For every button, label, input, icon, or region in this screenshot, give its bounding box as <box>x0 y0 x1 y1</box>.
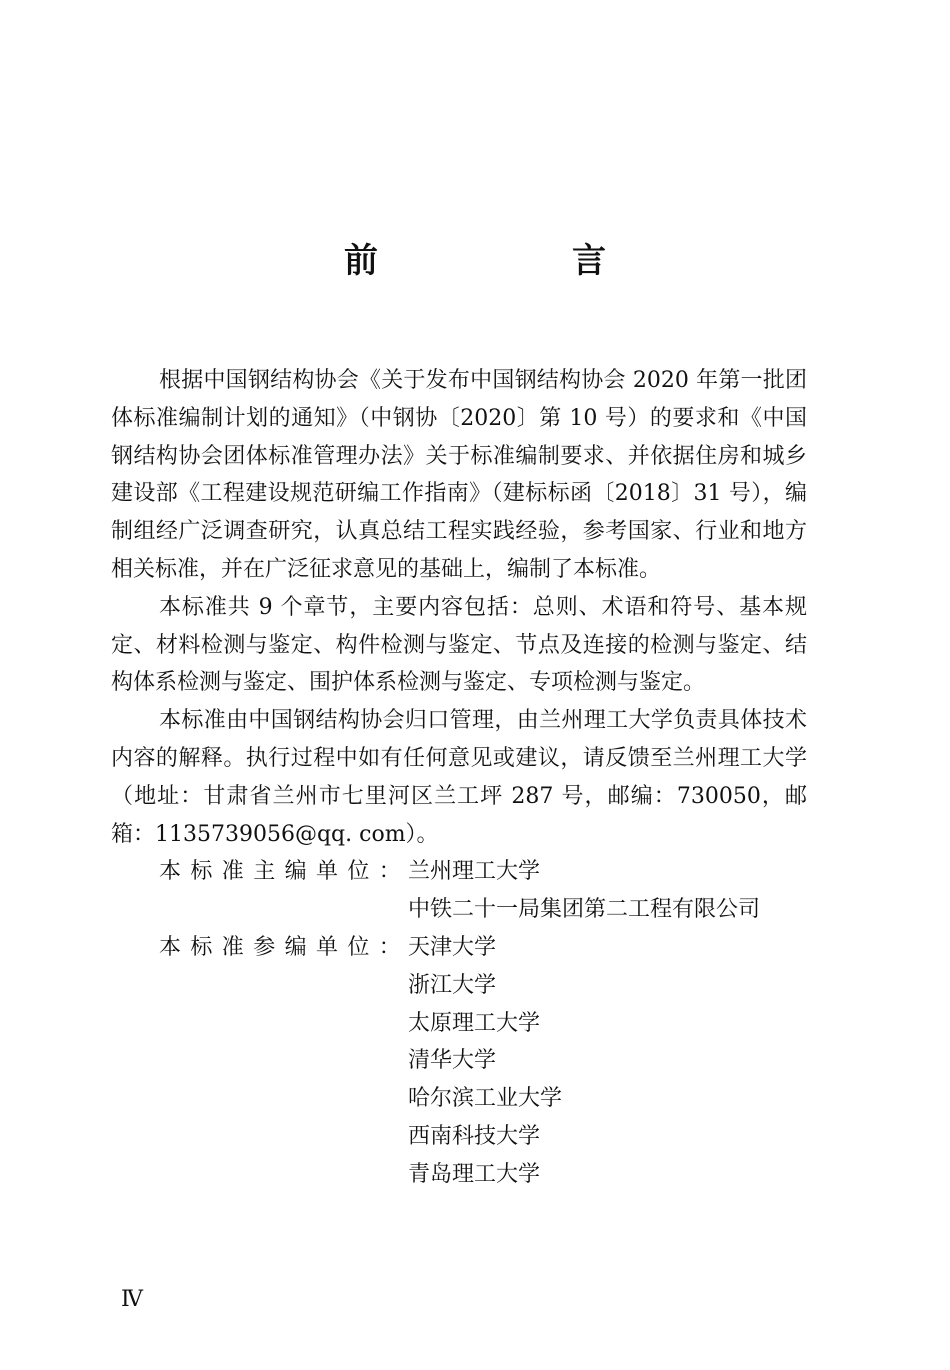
unit-name: 清华大学 <box>408 1048 497 1074</box>
chief-units-label: 本标准主编单位： <box>159 859 411 885</box>
unit-name: 哈尔滨工业大学 <box>408 1086 563 1112</box>
unit-name: 兰州理工大学 <box>408 859 541 885</box>
unit-name: 天津大学 <box>408 934 497 960</box>
unit-name: 西南科技大学 <box>408 1123 541 1149</box>
paragraph-contents: 本标准共 9 个章节，主要内容包括：总则、术语和符号、基本规定、材料检测与鉴定、构件检测与鉴定、节点及连接的检测与鉴定、结构体系检测与鉴定、围护体系检测与鉴定、专项检测与鉴定。 <box>111 594 807 696</box>
unit-name: 浙江大学 <box>408 972 497 998</box>
participating-units-label: 本标准参编单位： <box>159 934 411 960</box>
chief-units-row <box>111 853 807 929</box>
paragraph-management: 本标准由中国钢结构协会归口管理，由兰州理工大学负责具体技术内容的解释。执行过程中如有任何意见或建议，请反馈至兰州理工大学（地址：甘肃省兰州市七里河区兰工坪 287 号，邮编：730050，邮箱：1135739056@qq. com）。 <box>111 708 807 847</box>
unit-name: 中铁二十一局集团第二工程有限公司 <box>408 897 761 923</box>
chief-units-list <box>408 853 807 929</box>
participating-units-list <box>408 929 807 1194</box>
page-title: 前 言 <box>344 241 686 281</box>
unit-name: 太原理工大学 <box>408 1010 541 1036</box>
preface-body <box>111 362 807 1194</box>
paragraph-basis: 根据中国钢结构协会《关于发布中国钢结构协会 2020 年第一批团体标准编制计划的通知》（中钢协〔2020〕第 10 号）的要求和《中国钢结构协会团体标准管理办法》关于标准编制要求、并依据住房和城乡建设部《工程建设规范研编工作指南》（建标标函〔2018〕31 号），编制组经广泛调查研究，认真总结工程实践经验，参考国家、行业和地方相关标准，并在广泛征求意见的基础上，编制了本标准。 <box>111 368 807 582</box>
page-number: Ⅳ <box>121 1287 143 1312</box>
compiling-units <box>111 853 807 1193</box>
unit-name: 青岛理工大学 <box>408 1161 541 1187</box>
participating-units-row <box>111 929 807 1194</box>
